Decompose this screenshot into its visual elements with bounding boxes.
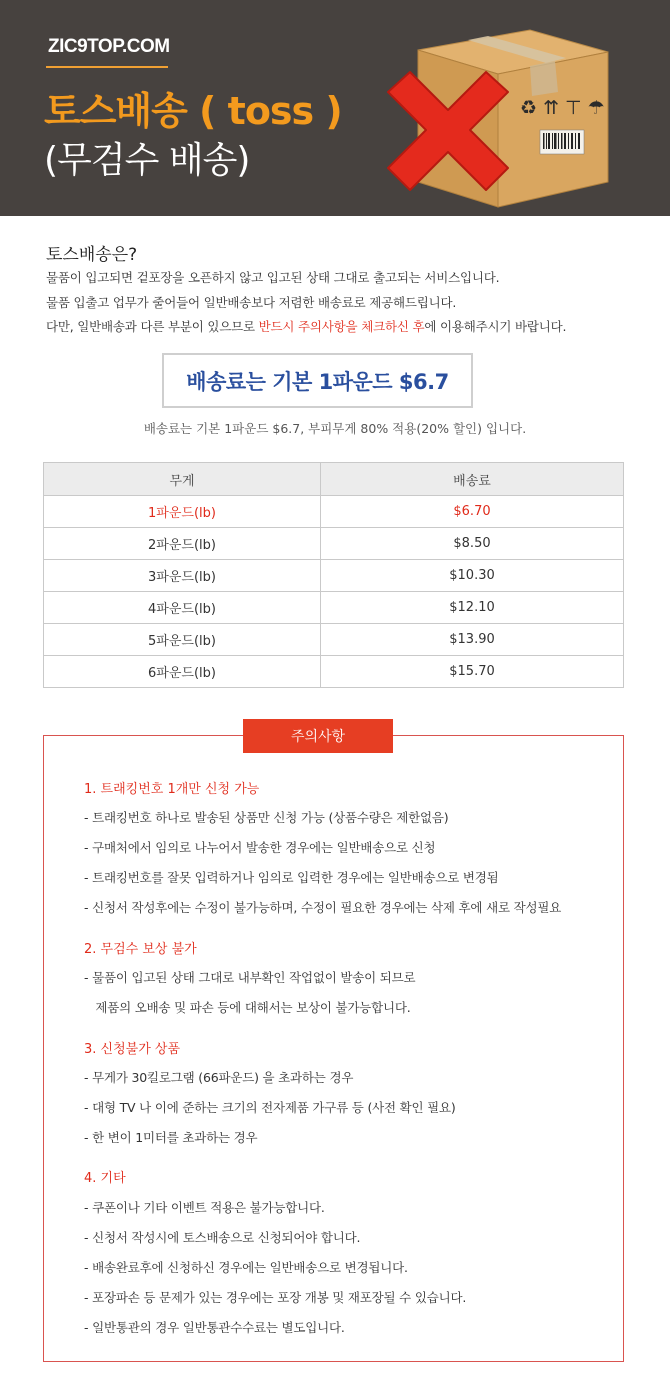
hero-banner <box>0 0 670 216</box>
notice-section-heading: 1. 트래킹번호 1개만 신청 가능 <box>84 782 260 797</box>
notice-item: - 일반통관의 경우 일반통관수수료는 별도입니다. <box>84 1320 345 1335</box>
column-header-weight: 무게 <box>44 463 321 496</box>
notice-item: - 한 변이 1미터를 초과하는 경우 <box>84 1130 258 1145</box>
fee-cell: $15.70 <box>321 656 624 688</box>
notice-item: - 구매처에서 임의로 나누어서 발송한 경우에는 일반배송으로 신청 <box>84 840 436 855</box>
notice-item: - 포장파손 등 문제가 있는 경우에는 포장 개봉 및 재포장될 수 있습니다. <box>84 1290 467 1305</box>
notice-item: - 물품이 입고된 상태 그대로 내부확인 작업없이 발송이 되므로 <box>84 970 416 985</box>
table-row <box>44 624 624 656</box>
notice-item: 제품의 오배송 및 파손 등에 대해서는 보상이 불가능합니다. <box>84 1000 411 1015</box>
intro-title: 토스배송은? <box>46 245 138 265</box>
notice-item: - 쿠폰이나 기타 이벤트 적용은 불가능합니다. <box>84 1200 325 1215</box>
fee-cell: $6.70 <box>321 496 624 528</box>
intro-line-2: 물품 입출고 업무가 줄어들어 일반배송보다 저렴한 배송료로 제공해드립니다. <box>46 295 457 310</box>
notice-item: - 트래킹번호를 잘못 입력하거나 임의로 입력한 경우에는 일반배송으로 변경됨 <box>84 870 499 885</box>
notice-section-heading: 4. 기타 <box>84 1171 126 1186</box>
service-subtitle: (무검수 배송) <box>44 140 250 181</box>
weight-cell: 3파운드(lb) <box>44 560 321 592</box>
base-price-box: 배송료는 기본 1파운드 $6.7 <box>162 353 473 408</box>
table-row <box>44 528 624 560</box>
notice-item: - 배송완료후에 신청하신 경우에는 일반배송으로 변경됩니다. <box>84 1260 408 1275</box>
price-note: 배송료는 기본 1파운드 $6.7, 부피무게 80% 적용(20% 할인) 입니다. <box>143 421 527 436</box>
notice-tab: 주의사항 <box>243 719 393 753</box>
weight-cell: 5파운드(lb) <box>44 624 321 656</box>
column-header-fee: 배송료 <box>321 463 624 496</box>
intro-line-3-emphasis: 반드시 주의사항을 체크하신 후 <box>258 319 425 334</box>
weight-cell: 6파운드(lb) <box>44 656 321 688</box>
weight-cell: 2파운드(lb) <box>44 528 321 560</box>
table-row <box>44 560 624 592</box>
site-logo: ZIC9TOP.COM <box>48 36 170 57</box>
fee-cell: $12.10 <box>321 592 624 624</box>
intro-line-3-suffix: 에 이용해주시기 바랍니다. <box>424 319 567 334</box>
shipping-rate-table <box>43 462 624 688</box>
table-row <box>44 592 624 624</box>
intro-line-1: 물품이 입고되면 겉포장을 오픈하지 않고 입고된 상태 그대로 출고되는 서비스입니다. <box>46 270 500 285</box>
fee-cell: $13.90 <box>321 624 624 656</box>
table-row <box>44 496 624 528</box>
fee-cell: $8.50 <box>321 528 624 560</box>
svg-text:♻ ⇈ ⊤ ☂: ♻ ⇈ ⊤ ☂ <box>520 97 605 119</box>
intro-line-3-prefix: 다만, 일반배송과 다른 부분이 있으므로 <box>46 319 259 334</box>
notice-item: - 무게가 30킬로그램 (66파운드) 을 초과하는 경우 <box>84 1070 354 1085</box>
fee-cell: $10.30 <box>321 560 624 592</box>
notice-item: - 대형 TV 나 이에 준하는 크기의 전자제품 가구류 등 (사전 확인 필요) <box>84 1100 456 1115</box>
notice-section-heading: 2. 무검수 보상 불가 <box>84 942 197 957</box>
notice-item: - 신청서 작성시에 토스배송으로 신청되어야 합니다. <box>84 1230 361 1245</box>
notice-section-heading: 3. 신청불가 상품 <box>84 1042 181 1057</box>
notice-item: - 트래킹번호 하나로 발송된 상품만 신청 가능 (상품수량은 제한없음) <box>84 810 449 825</box>
notice-item: - 신청서 작성후에는 수정이 불가능하며, 수정이 필요한 경우에는 삭제 후에 새로 작성필요 <box>84 900 562 915</box>
table-row <box>44 656 624 688</box>
logo-underline <box>46 66 168 68</box>
table-header-row <box>44 463 624 496</box>
cardboard-box-icon <box>380 22 630 212</box>
weight-cell: 1파운드(lb) <box>44 496 321 528</box>
service-title: 토스배송 ( toss ) <box>44 89 342 133</box>
weight-cell: 4파운드(lb) <box>44 592 321 624</box>
intro-line-3 <box>46 317 566 335</box>
